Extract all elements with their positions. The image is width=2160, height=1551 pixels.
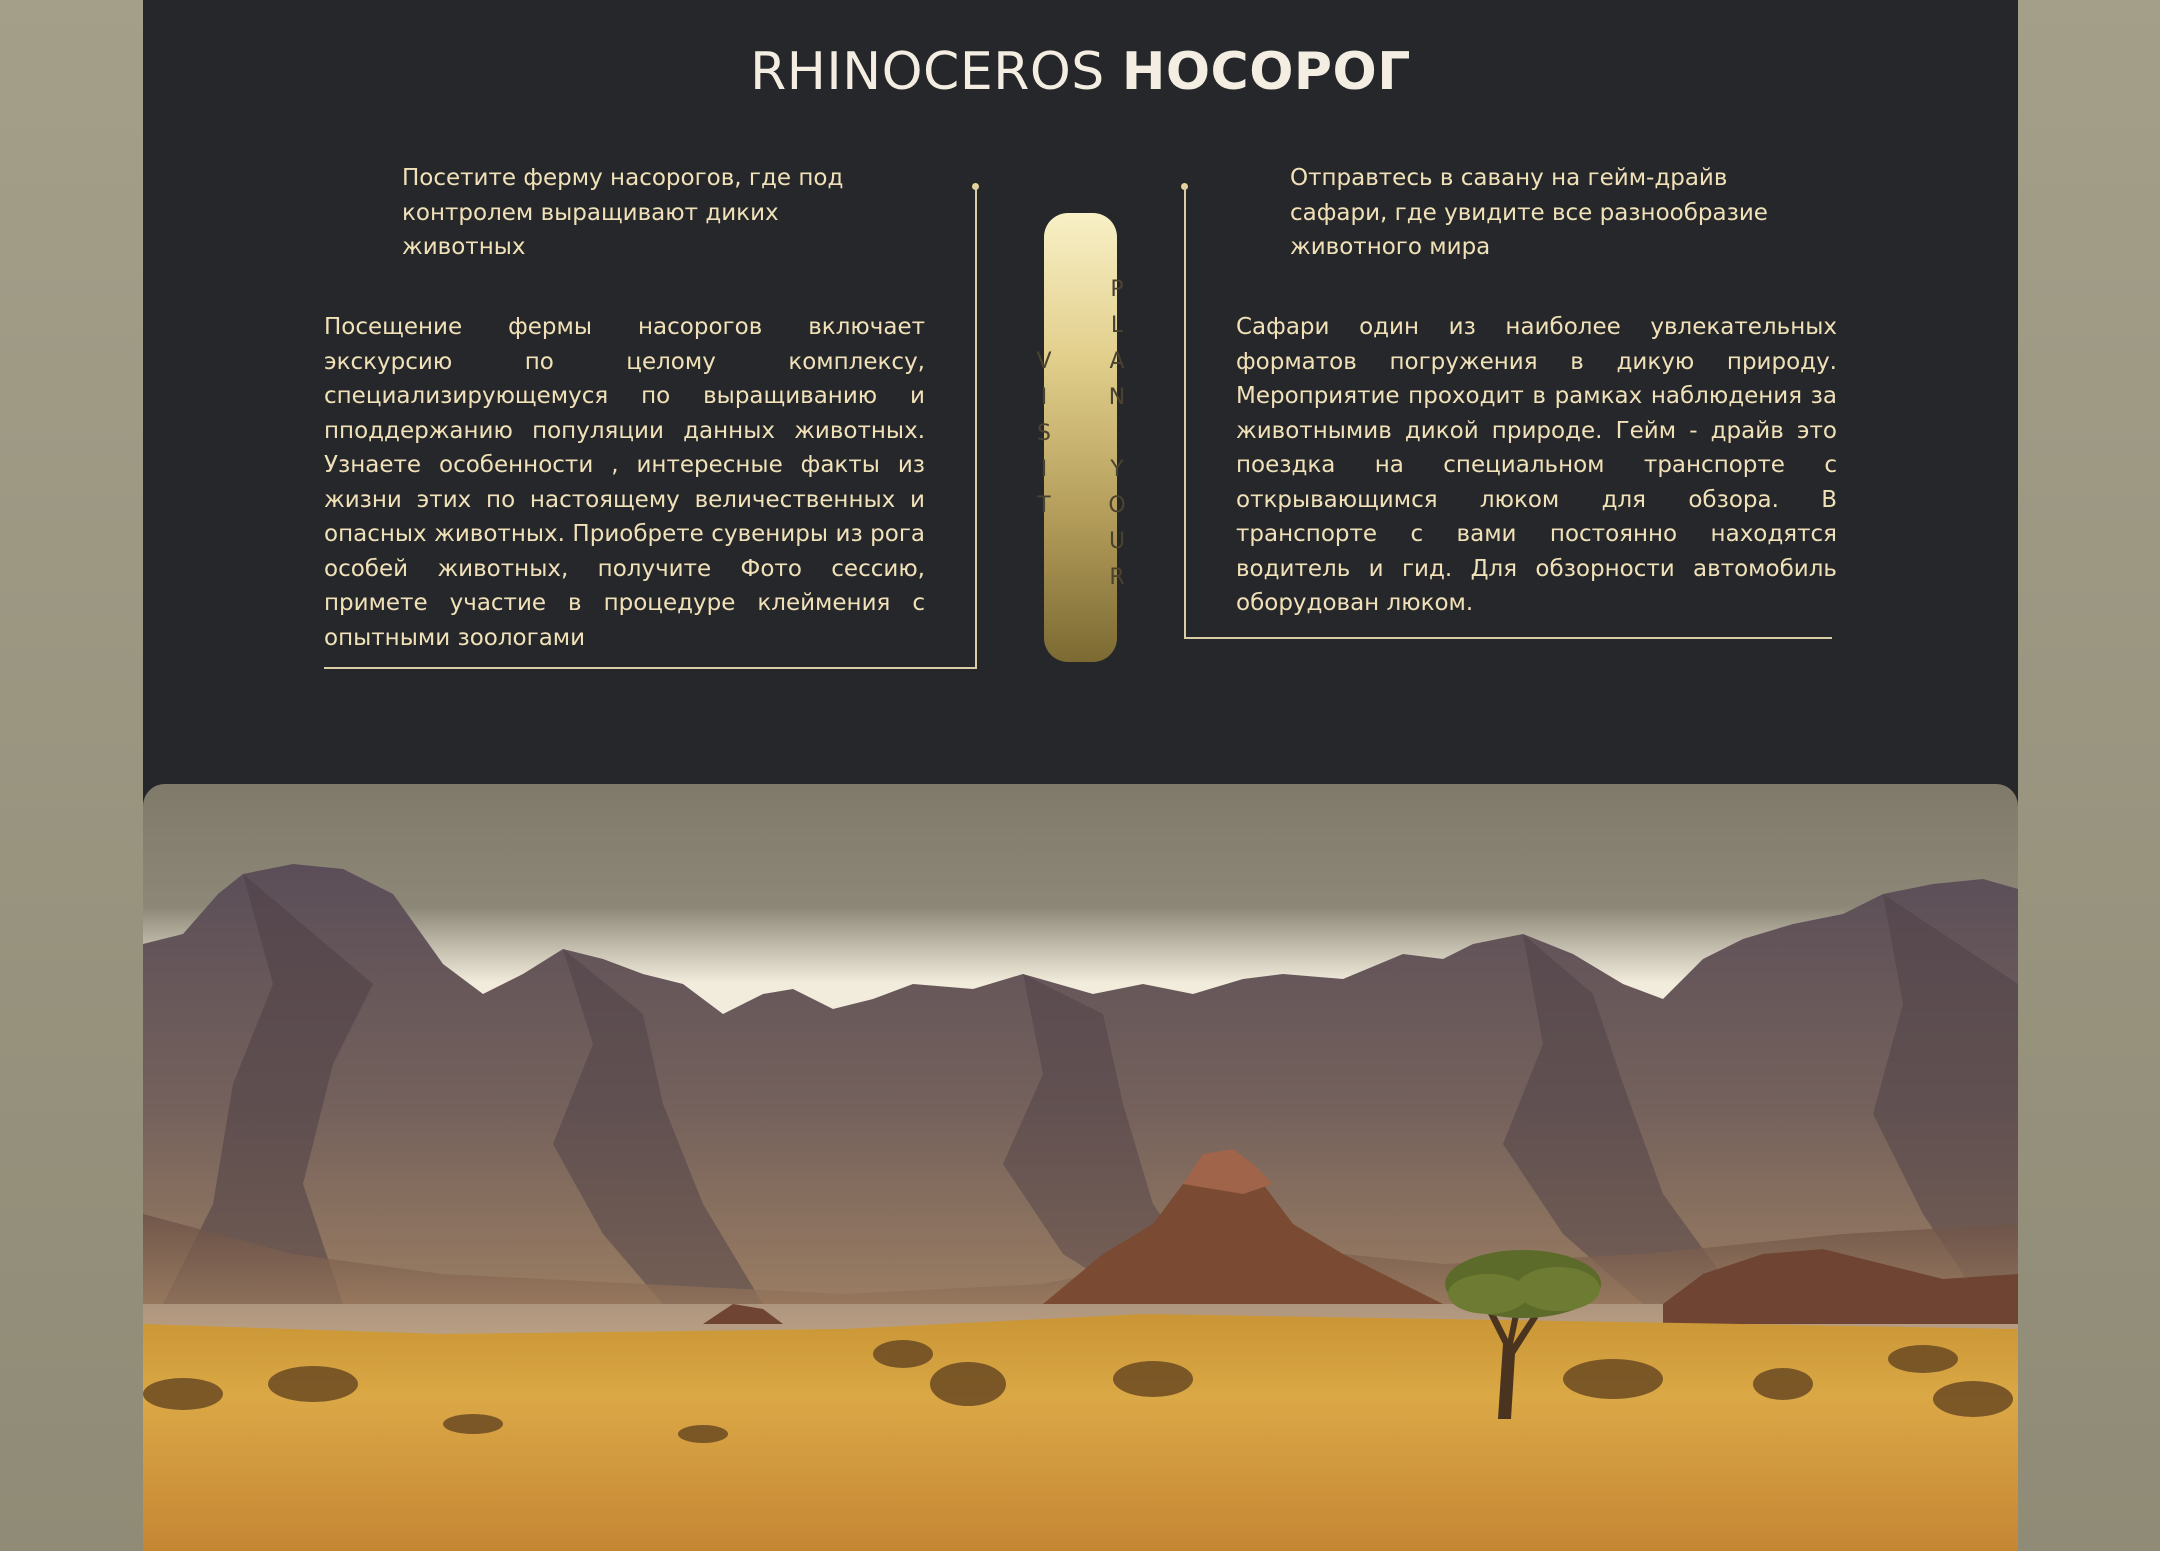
safari-subtitle: Отправтесь в савану на гейм-драйв сафари, где увидите все разнообразие животного мира	[1290, 165, 1768, 260]
farm-subtitle: Посетите ферму насорогов, где под контролем выращивают диких животных	[402, 165, 844, 260]
title-latin: RHINOCEROS	[750, 42, 1105, 102]
title-cyrillic: НОСОРОГ	[1121, 42, 1411, 102]
desert-mountain-landscape-image	[143, 784, 2018, 1551]
farm-description: Посещение фермы насорогов включает экскурсию по целому комплексу, специализирующемуся по выращиванию и пподдержанию популяции данных животных. Узнаете особенности , интересные факты из жизни этих по настоящему величественных и опасных животных. Приобрете сувениры из рога особей животных, получите Фото сессию, примете участие в процедуре клеймения с опытными зоологами	[324, 314, 925, 651]
right-frame-bottom	[1184, 637, 1832, 639]
plan-your-visit-button[interactable]	[1031, 213, 1130, 662]
content-panel	[143, 0, 2018, 1551]
right-frame-vertical	[1184, 186, 1186, 639]
left-frame-vertical	[975, 186, 977, 669]
safari-description: Сафари один из наиболее увлекательных форматов погружения в дикую природу. Мероприятие проходит в рамках наблюдения за животнымив дикой природе. Гейм - драйв это поездка на специальном транспорте с открывающимся люком для обзора. В транспорте с вами постоянно находятся водитель и гид. Для обзорности автомобиль оборудован люком.	[1236, 314, 1837, 616]
left-frame-bottom	[324, 667, 977, 669]
plan-your-visit-label: PLAN YOUR VISIT	[1031, 277, 1130, 601]
page-title	[143, 42, 2018, 102]
